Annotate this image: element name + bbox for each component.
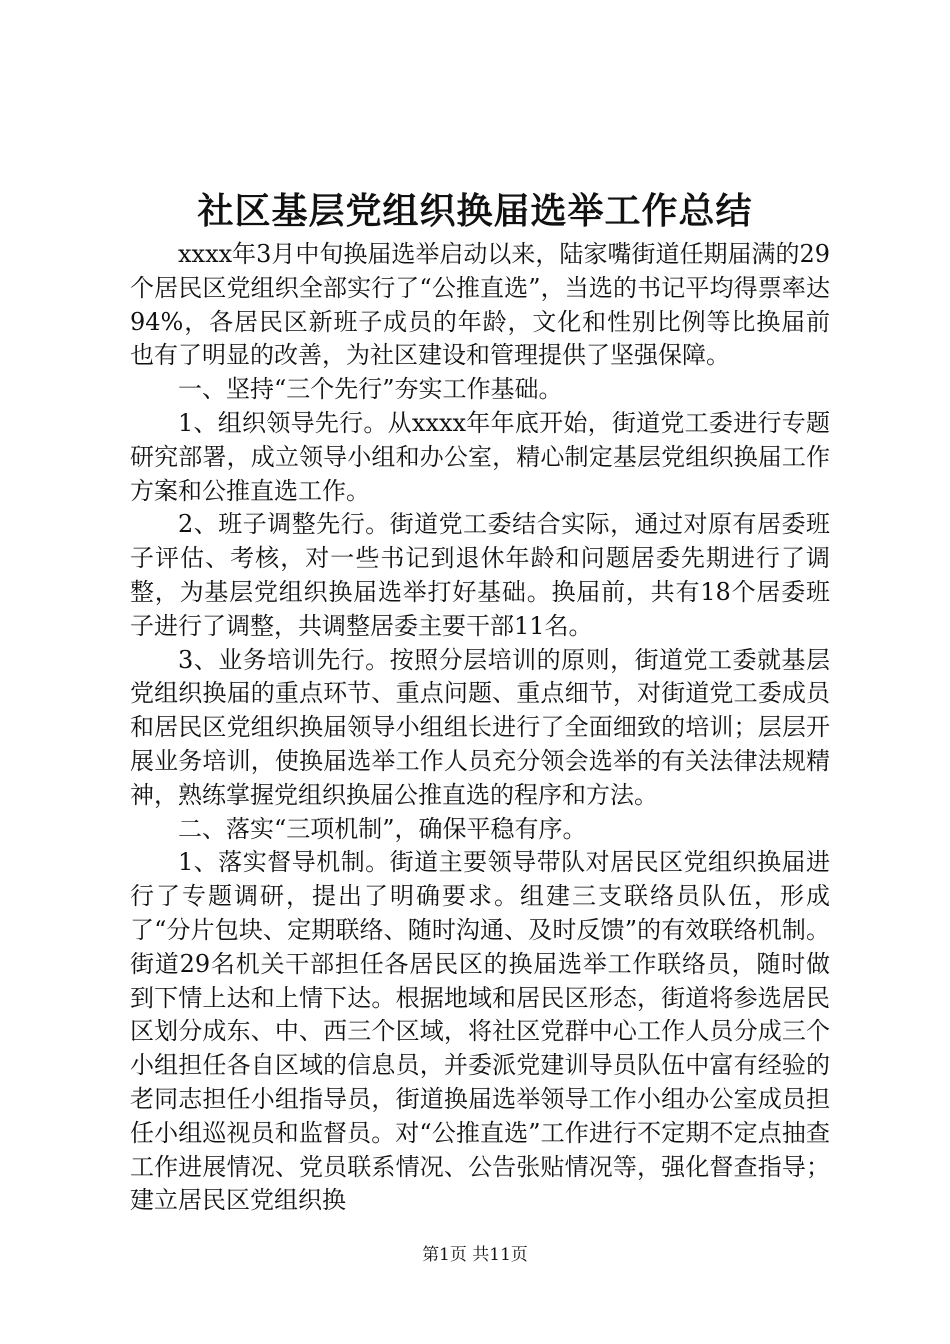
document-title: 社区基层党组织换届选举工作总结 bbox=[197, 190, 753, 232]
paragraph-1-2: 2、班子调整先行。街道党工委结合实际，通过对原有居委班子评估、考核，对一些书记到退休年龄和问题居委先期进行了调整，为基层党组织换届选举打好基础。换届前，共有18个居委班子进行了调整，共调整居委主要干部11名。 bbox=[130, 510, 830, 640]
paragraph-2-1: 1、落实督导机制。街道主要领导带队对居民区党组织换届进行了专题调研，提出了明确要求。组建三支联络员队伍，形成了“分片包块、定期联络、随时沟通、及时反馈”的有效联络机制。街道29名机关干部担任各居民区的换届选举工作联络员，随时做到下情上达和上情下达。根据地域和居民区形态，街道将参选居民区划分成东、中、西三个区域，将社区党群中心工作人员分成三个小组担任各自区域的信息员，并委派党建训导员队伍中富有经验的老同志担任小组指导员，街道换届选举领导工作小组办公室成员担任小组巡视员和监督员。对“公推直选”工作进行不定期不定点抽查工作进展情况、党员联系情况、公告张贴情况等，强化督查指导；建立居民区党组织换 bbox=[130, 848, 830, 1215]
paragraph-1-3: 3、业务培训先行。按照分层培训的原则，街道党工委就基层党组织换届的重点环节、重点问题、重点细节，对街道党工委成员和居民区党组织换届领导小组组长进行了全面细致的培训；层层开展业务培训，使换届选举工作人员充分领会选举的有关法律法规精神，熟练掌握党组织换届公推直选的程序和方法。 bbox=[130, 645, 830, 809]
paragraph-intro: xxxx年3月中旬换届选举启动以来，陆家嘴街道任期届满的29个居民区党组织全部实行了“公推直选”，当选的书记平均得票率达94%，各居民区新班子成员的年龄，文化和性别比例等比换届前也有了明显的改善，为社区建设和管理提供了坚强保障。 bbox=[130, 240, 830, 370]
paragraph-1-1: 1、组织领导先行。从xxxx年年底开始，街道党工委进行专题研究部署，成立领导小组和办公室，精心制定基层党组织换届工作方案和公推直选工作。 bbox=[130, 408, 830, 505]
page-number-footer: 第1页 共11页 bbox=[422, 1245, 528, 1265]
heading-section-1: 一、坚持“三个先行”夯实工作基础。 bbox=[178, 375, 563, 404]
document-body bbox=[130, 238, 830, 1218]
heading-section-2: 二、落实“三项机制”，确保平稳有序。 bbox=[178, 814, 587, 843]
